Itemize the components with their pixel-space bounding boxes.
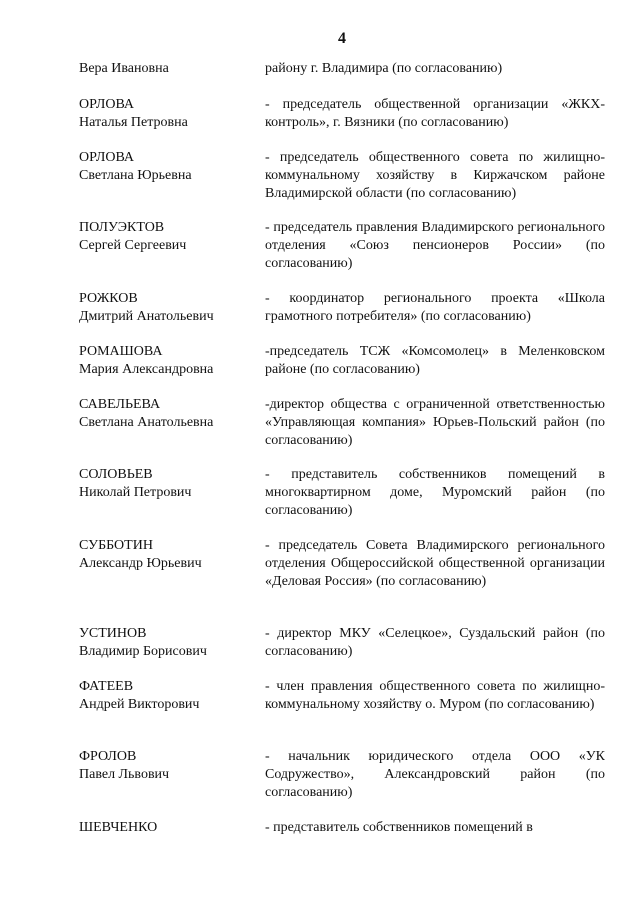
- member-role: [265, 819, 605, 837]
- member-role-text: - начальник юридического отдела ООО «УК Содружество», Александровский район (по согласованию): [265, 749, 605, 800]
- member-surname: СОЛОВЬЕВ: [79, 467, 153, 482]
- member-role: [265, 219, 605, 273]
- member-name: [79, 60, 254, 78]
- member-role-text: - председатель Совета Владимирского регионального отделения Общероссийской общественной организации «Деловая Россия» (по согласованию): [265, 538, 605, 589]
- member-name: [79, 678, 254, 714]
- member-name: [79, 219, 254, 255]
- member-given-name: Наталья Петровна: [79, 115, 188, 130]
- member-role-text: - член правления общественного совета по жилищно-коммунальному хозяйству о. Муром (по согласованию): [265, 679, 605, 712]
- member-name: [79, 625, 254, 661]
- member-role-text: - директор МКУ «Селецкое», Суздальский район (по согласованию): [265, 626, 605, 659]
- member-surname: ФАТЕЕВ: [79, 679, 134, 694]
- member-given-name: Мария Александровна: [79, 362, 214, 377]
- member-given-name: Николай Петрович: [79, 485, 192, 500]
- member-surname: ШЕВЧЕНКО: [79, 820, 158, 835]
- member-name: [79, 290, 254, 326]
- member-given-name: Светлана Юрьевна: [79, 168, 192, 183]
- member-name: [79, 819, 254, 837]
- member-role: [265, 466, 605, 520]
- member-given-name: Павел Львович: [79, 767, 170, 782]
- member-role: [265, 149, 605, 203]
- member-surname: РОЖКОВ: [79, 291, 138, 306]
- member-name: [79, 537, 254, 573]
- member-name: [79, 396, 254, 432]
- member-role: [265, 396, 605, 450]
- member-role: [265, 290, 605, 326]
- member-name: [79, 748, 254, 784]
- member-role: [265, 537, 605, 591]
- member-role: [265, 60, 605, 78]
- member-given-name: Владимир Борисович: [79, 644, 207, 659]
- member-role-text: - председатель правления Владимирского регионального отделения «Союз пенсионеров России» (по согласованию): [265, 220, 605, 271]
- member-surname: ФРОЛОВ: [79, 749, 137, 764]
- member-surname: ОРЛОВА: [79, 150, 135, 165]
- member-given-name: Сергей Сергеевич: [79, 238, 187, 253]
- member-role-text: району г. Владимира (по согласованию): [265, 61, 503, 76]
- member-role: [265, 748, 605, 802]
- member-role-text: - председатель общественной организации «ЖКХ-контроль», г. Вязники (по согласованию): [265, 97, 605, 130]
- member-given-name: Вера Ивановна: [79, 61, 169, 76]
- member-role-text: - координатор регионального проекта «Школа грамотного потребителя» (по согласованию): [265, 291, 605, 324]
- member-given-name: Дмитрий Анатольевич: [79, 309, 214, 324]
- member-surname: РОМАШОВА: [79, 344, 163, 359]
- member-role-text: -председатель ТСЖ «Комсомолец» в Меленковском районе (по согласованию): [265, 344, 605, 377]
- member-surname: СУББОТИН: [79, 538, 153, 553]
- member-role: [265, 678, 605, 714]
- member-role-text: - представитель собственников помещений в: [265, 820, 533, 835]
- member-role-text: - председатель общественного совета по жилищно-коммунальному хозяйству в Киржачском районе Владимирской области (по согласованию): [265, 150, 605, 201]
- member-given-name: Александр Юрьевич: [79, 556, 202, 571]
- member-role-text: -директор общества с ограниченной ответственностью «Управляющая компания» Юрьев-Польский район (по согласованию): [265, 397, 605, 448]
- member-name: [79, 343, 254, 379]
- member-surname: УСТИНОВ: [79, 626, 147, 641]
- member-name: [79, 466, 254, 502]
- member-role: [265, 96, 605, 132]
- member-given-name: Светлана Анатольевна: [79, 415, 214, 430]
- member-role: [265, 343, 605, 379]
- member-given-name: Андрей Викторович: [79, 697, 200, 712]
- member-surname: САВЕЛЬЕВА: [79, 397, 161, 412]
- member-surname: ПОЛУЭКТОВ: [79, 220, 165, 235]
- member-role: [265, 625, 605, 661]
- member-name: [79, 96, 254, 132]
- member-surname: ОРЛОВА: [79, 97, 135, 112]
- member-name: [79, 149, 254, 185]
- member-role-text: - представитель собственников помещений в многоквартирном доме, Муромский район (по согласованию): [265, 467, 605, 518]
- page-number: 4: [338, 30, 346, 47]
